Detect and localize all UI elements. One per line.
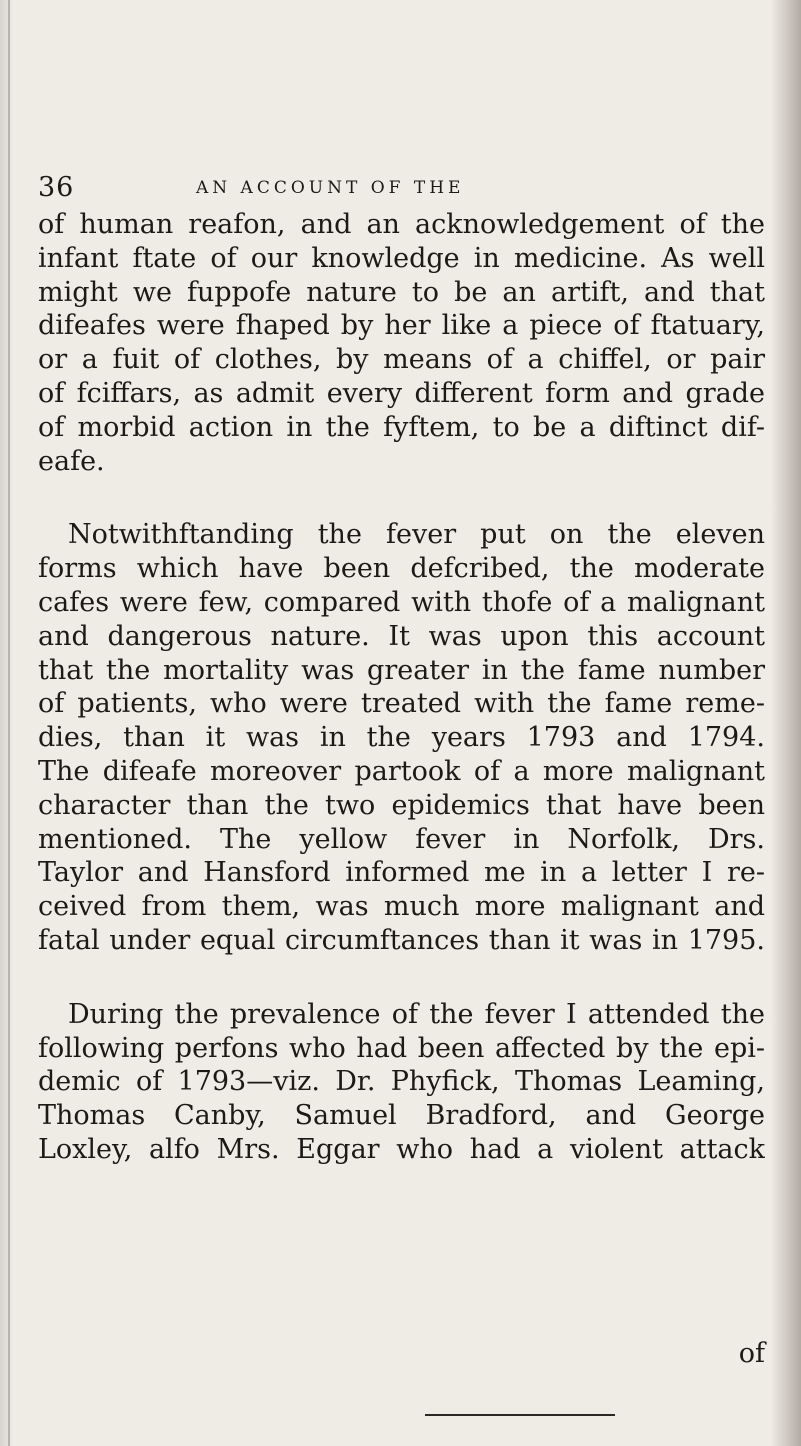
text-line: Loxley, alfo Mrs. Eggar who had a violent attack [38, 1133, 765, 1165]
binding-edge [8, 0, 10, 1446]
text-line: infant ftate of our knowledge in medicine. As well [38, 242, 765, 274]
text-line: and dangerous nature. It was upon this account [38, 620, 765, 652]
paragraph-1 [38, 208, 765, 478]
running-head: AN ACCOUNT OF THE [196, 178, 465, 198]
text-line: cafes were few, compared with thofe of a malignant [38, 586, 765, 618]
text-line: or a fuit of clothes, by means of a chiffel, or pair [38, 344, 765, 376]
text-line: of fciffars, as admit every different form and grade [38, 377, 765, 409]
page-header [38, 172, 738, 212]
text-line: Thomas Canby, Samuel Bradford, and George [38, 1100, 765, 1132]
body-text [38, 208, 765, 1167]
text-line: dies, than it was in the years 1793 and 1794. [38, 722, 765, 754]
text-line: demic of 1793—viz. Dr. Phyfick, Thomas Leaming, [38, 1066, 765, 1098]
text-line: following perfons who had been affected by the epi- [38, 1032, 765, 1064]
text-line: fatal under equal circumftances than it was in 1795. [38, 924, 765, 956]
footer-rule [425, 1414, 615, 1416]
text-line: eafe. [38, 445, 105, 477]
paragraph-3 [38, 998, 765, 1167]
text-line: character than the two epidemics that have been [38, 789, 765, 821]
text-line: forms which have been defcribed, the moderate [38, 553, 765, 585]
paragraph-2 [38, 518, 765, 957]
text-line: During the prevalence of the fever I attended the [68, 998, 765, 1030]
text-line: difeafes were fhaped by her like a piece of ftatuary, [38, 310, 765, 342]
text-line: The difeafe moreover partook of a more malignant [38, 755, 765, 787]
text-line: mentioned. The yellow fever in Norfolk, Drs. [38, 823, 765, 855]
catchword: of [738, 1338, 765, 1369]
text-line: that the mortality was greater in the fame number [38, 654, 765, 686]
text-line: Notwithftanding the fever put on the eleven [68, 519, 765, 551]
text-line: Taylor and Hansford informed me in a letter I re- [38, 857, 765, 889]
text-line: might we fuppofe nature to be an artift, and that [38, 276, 765, 308]
text-line: of patients, who were treated with the fame reme- [38, 688, 765, 720]
page-number: 36 [38, 172, 75, 203]
text-line: of morbid action in the fyftem, to be a diftinct dif- [38, 411, 765, 443]
text-line: of human reafon, and an acknowledgement of the [38, 209, 765, 240]
text-line: ceived from them, was much more malignant and [38, 891, 765, 923]
